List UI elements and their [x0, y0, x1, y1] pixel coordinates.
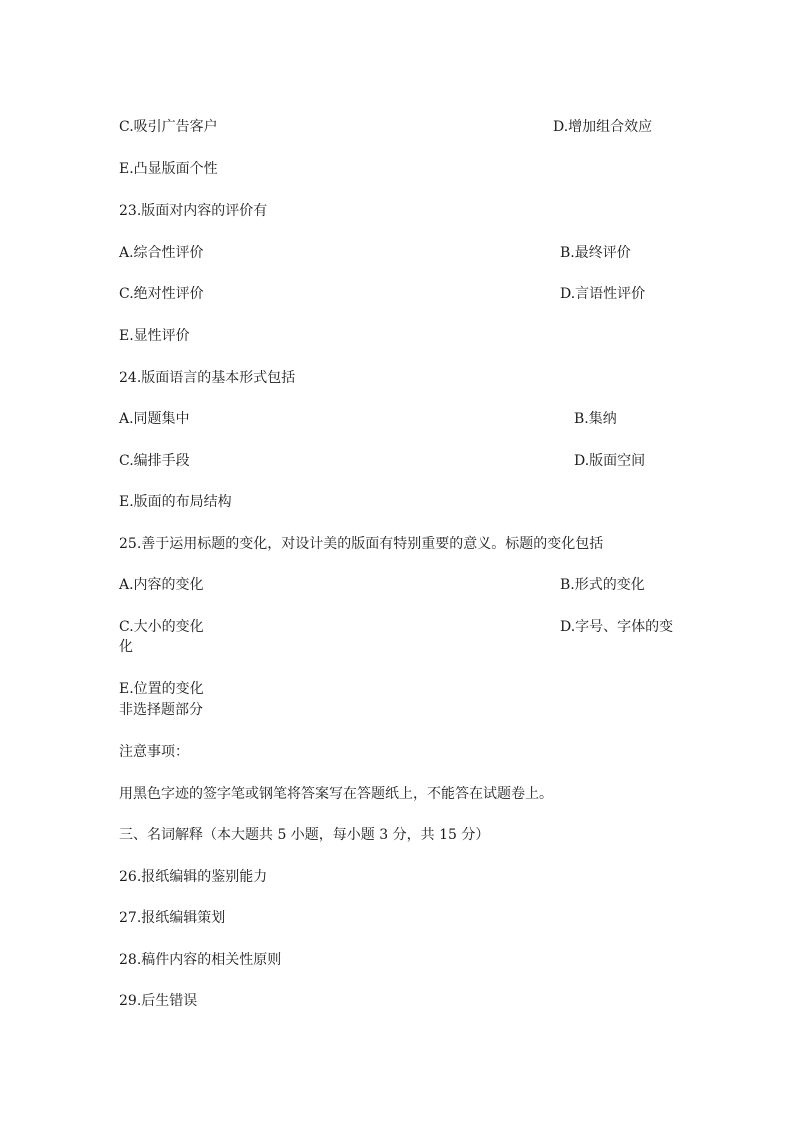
q24-option-b: B.集纳 — [574, 411, 617, 427]
q27-stem: 27.报纸编辑策划 — [119, 910, 226, 926]
q23-option-b: B.最终评价 — [560, 245, 631, 261]
q24-option-e: E.版面的布局结构 — [119, 494, 232, 510]
section3-heading: 三、名词解释（本大题共 5 小题，每小题 3 分，共 15 分） — [119, 827, 490, 843]
q22-option-c: C.吸引广告客户 — [119, 119, 218, 135]
q23-stem: 23.版面对内容的评价有 — [119, 203, 268, 219]
q25-option-e: E.位置的变化 — [119, 681, 204, 697]
q24-option-d: D.版面空间 — [574, 453, 646, 469]
q29-stem: 29.后生错误 — [119, 993, 198, 1009]
q25-option-d: D.字号、字体的变 — [560, 619, 674, 635]
q25-option-b: B.形式的变化 — [560, 577, 645, 593]
q25-option-c-wrap: 化 — [119, 639, 133, 655]
q23-option-a: A.综合性评价 — [119, 245, 204, 261]
notice-text: 用黑色字迹的签字笔或钢笔将答案写在答题纸上，不能答在试题卷上。 — [119, 786, 553, 802]
section-nonchoice-heading: 非选择题部分 — [119, 702, 203, 718]
q23-option-d: D.言语性评价 — [560, 286, 646, 302]
q24-stem: 24.版面语言的基本形式包括 — [119, 370, 296, 386]
q22-option-e: E.凸显版面个性 — [119, 161, 218, 177]
q24-option-c: C.编排手段 — [119, 453, 190, 469]
q25-option-c: C.大小的变化 — [119, 619, 204, 635]
q22-option-d: D.增加组合效应 — [553, 119, 653, 135]
q23-option-c: C.绝对性评价 — [119, 286, 204, 302]
q24-option-a: A.同题集中 — [119, 411, 190, 427]
q25-stem: 25.善于运用标题的变化，对设计美的版面有特别重要的意义。标题的变化包括 — [119, 536, 604, 552]
q28-stem: 28.稿件内容的相关性原则 — [119, 952, 282, 968]
q26-stem: 26.报纸编辑的鉴别能力 — [119, 869, 268, 885]
q23-option-e: E.显性评价 — [119, 328, 190, 344]
q25-option-a: A.内容的变化 — [119, 577, 204, 593]
notice-title: 注意事项： — [119, 744, 189, 760]
